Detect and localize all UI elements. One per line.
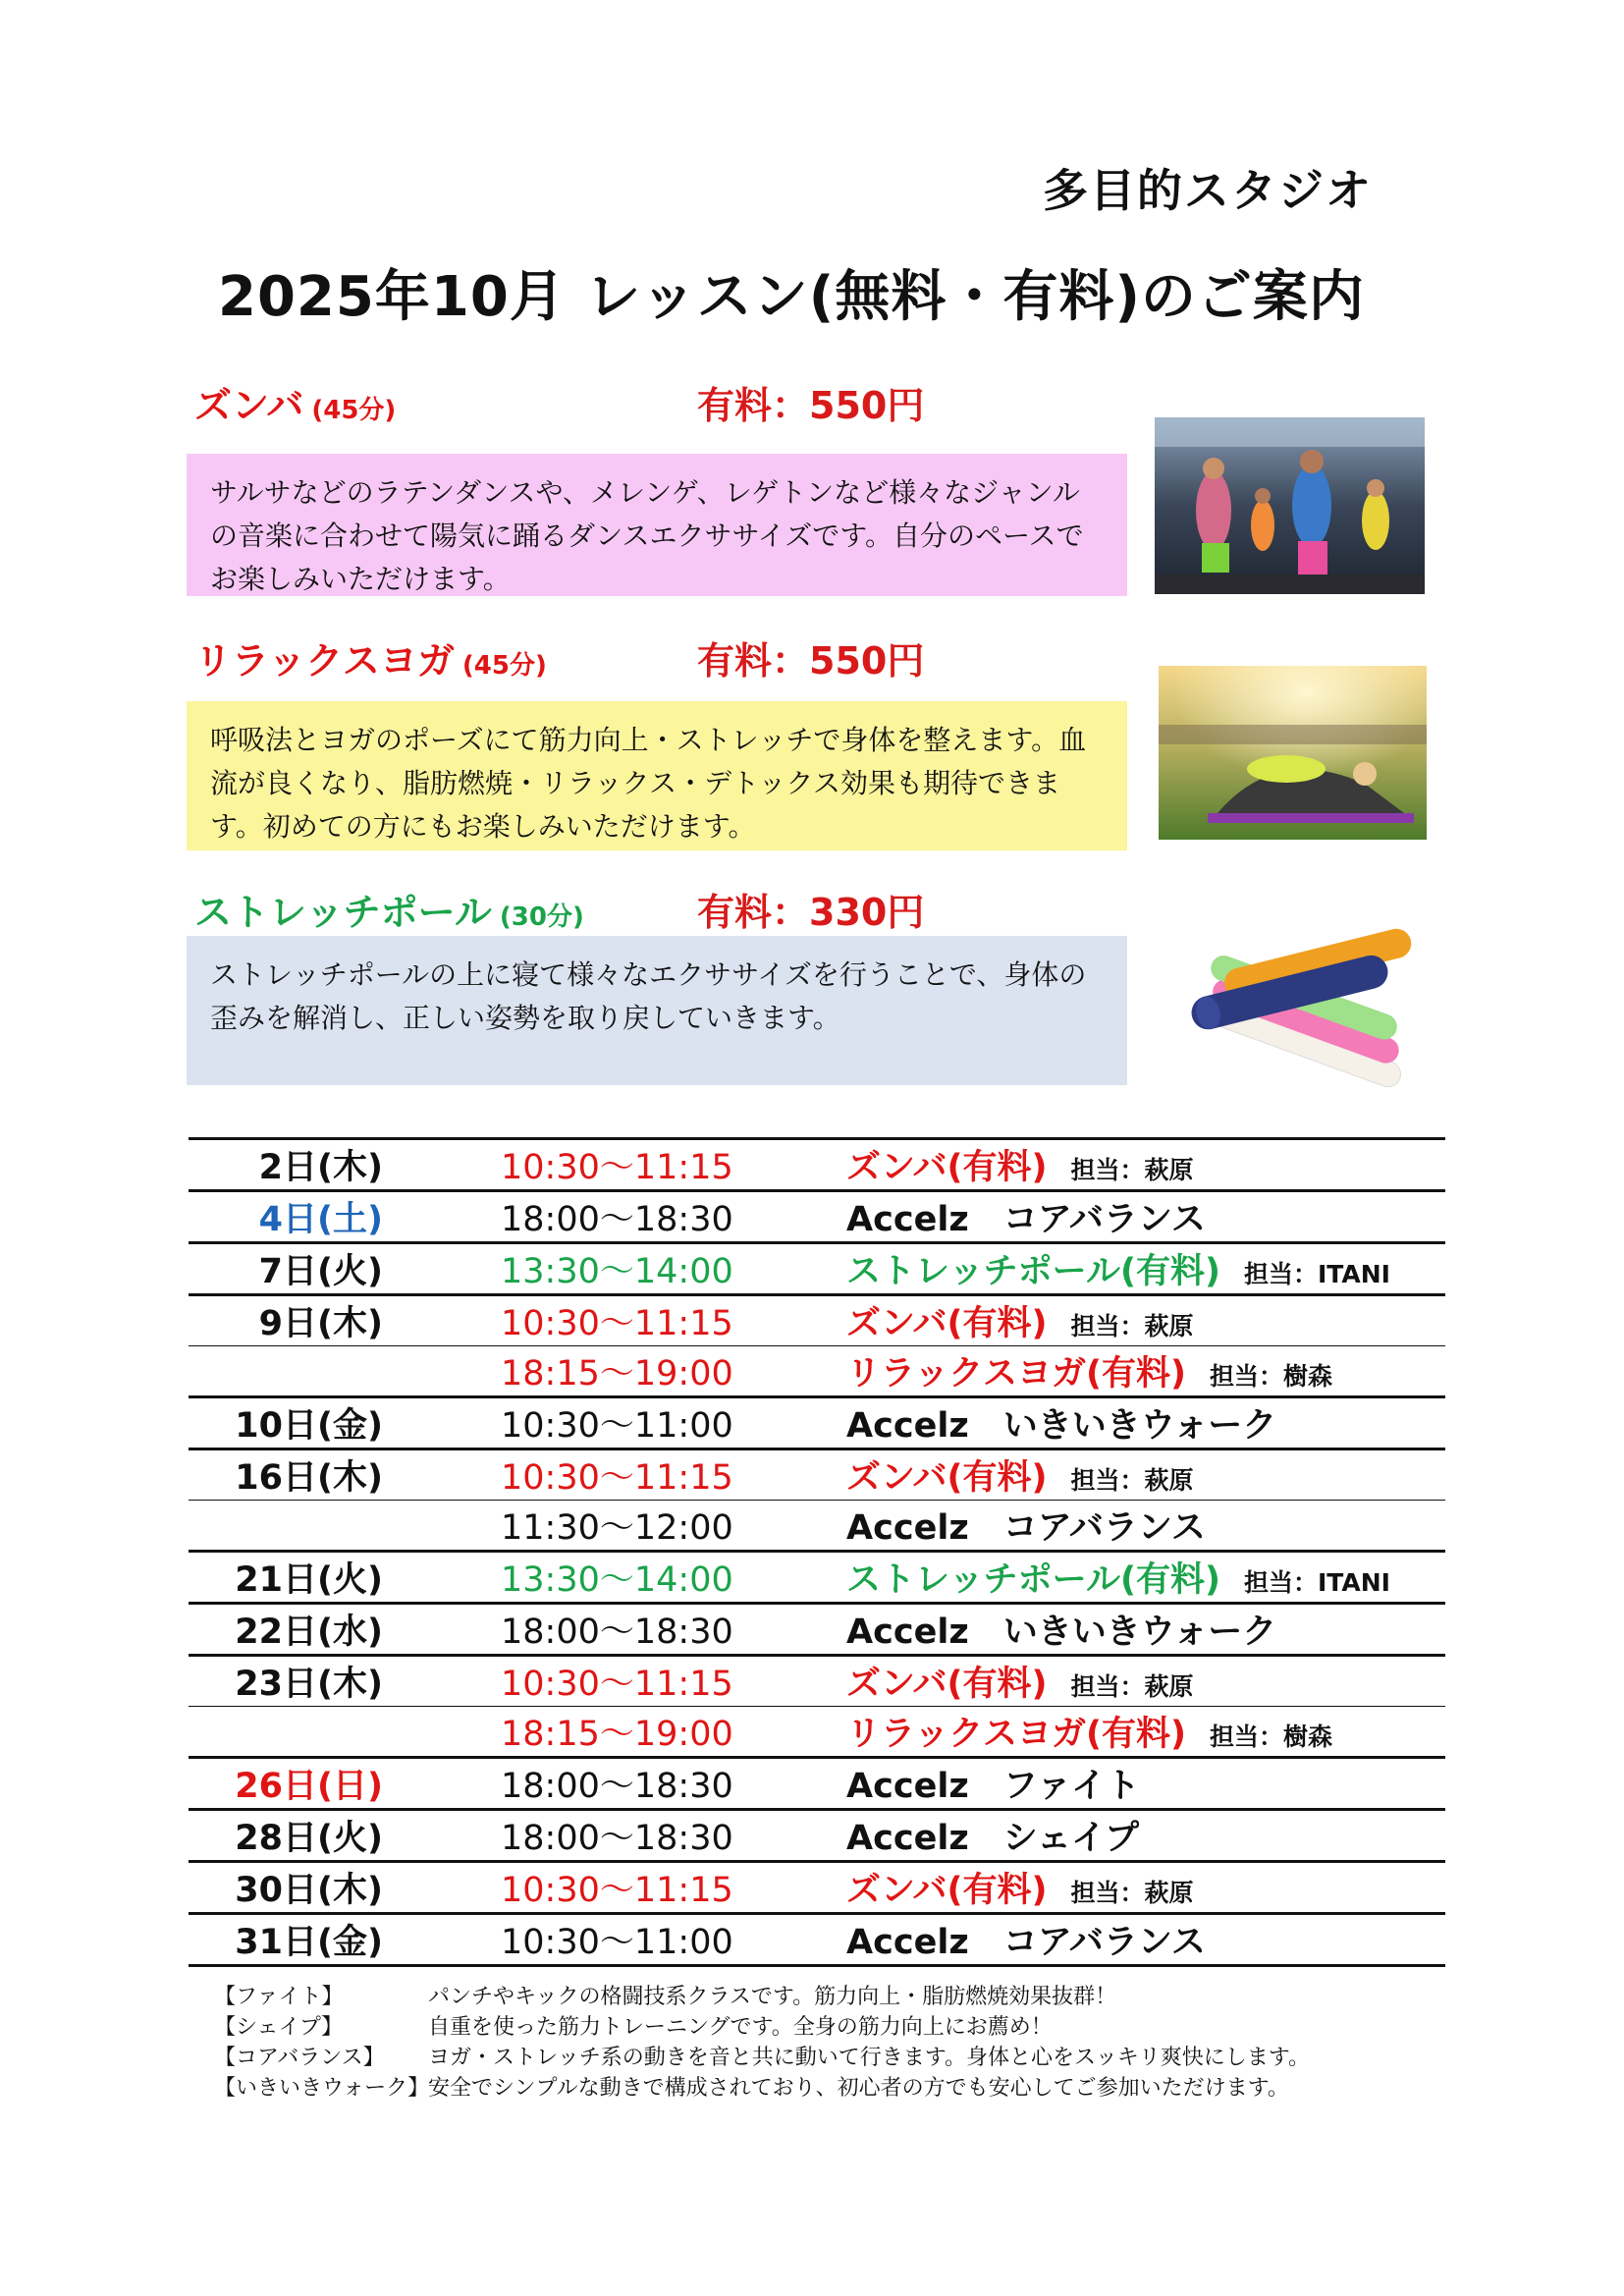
schedule-row xyxy=(189,1243,1445,1295)
schedule-lesson: ストレッチポール(有料) xyxy=(846,1252,1220,1291)
schedule-row xyxy=(189,1707,1445,1758)
lesson-duration: (30分) xyxy=(499,902,584,932)
schedule-date: 10日(金) xyxy=(235,1406,383,1446)
schedule-date: 7日(火) xyxy=(258,1252,383,1291)
schedule-time: 18:15～19:00 xyxy=(501,1715,733,1754)
schedule-lesson: リラックスヨガ(有料) xyxy=(846,1715,1186,1754)
schedule-instructor: 担当：萩原 xyxy=(1070,1466,1194,1495)
schedule-date xyxy=(189,1501,501,1552)
schedule-row xyxy=(189,1449,1445,1501)
schedule-time: 13:30～14:00 xyxy=(501,1560,733,1600)
schedule-lesson-cell xyxy=(846,1139,1445,1191)
lesson-description-yoga: 呼吸法とヨガのポーズにて筋力向上・ストレッチで身体を整えます。血流が良くなり、脂肪燃焼・リラックス・デトックス効果も期待できます。初めての方にもお楽しみいただけます。 xyxy=(187,701,1127,850)
schedule-row xyxy=(189,1501,1445,1552)
schedule-lesson-cell xyxy=(846,1707,1445,1758)
note-key: 【いきいきウォーク】 xyxy=(214,2076,430,2101)
schedule-time: 18:15～19:00 xyxy=(501,1354,733,1394)
zumba-photo xyxy=(1155,417,1425,594)
lesson-heading-zumba xyxy=(194,375,396,429)
schedule-time: 10:30～11:15 xyxy=(501,1665,733,1704)
schedule-lesson: ズンバ(有料) xyxy=(846,1665,1048,1704)
schedule-lesson: ズンバ(有料) xyxy=(846,1871,1048,1910)
schedule-row xyxy=(189,1552,1445,1604)
schedule-time: 10:30～11:00 xyxy=(501,1923,733,1962)
note-key: 【シェイプ】 xyxy=(214,2015,344,2040)
schedule-lesson-cell xyxy=(846,1758,1445,1810)
note-text: 自重を使った筋力トレーニングです。全身の筋力向上にお薦め！ xyxy=(428,2015,1053,2040)
schedule-row xyxy=(189,1758,1445,1810)
note-row xyxy=(214,2012,1310,2043)
schedule-lesson-cell xyxy=(846,1191,1445,1243)
schedule-time: 10:30～11:15 xyxy=(501,1304,733,1343)
schedule-lesson-cell xyxy=(846,1552,1445,1604)
schedule-lesson: ストレッチポール(有料) xyxy=(846,1560,1220,1600)
schedule-date: 28日(火) xyxy=(235,1819,383,1858)
studio-name: 多目的スタジオ xyxy=(1043,164,1373,217)
schedule-time: 18:00～18:30 xyxy=(501,1819,733,1858)
schedule-time: 18:00～18:30 xyxy=(501,1613,733,1652)
schedule-row xyxy=(189,1810,1445,1862)
schedule-lesson-cell xyxy=(846,1501,1445,1552)
schedule-row xyxy=(189,1656,1445,1707)
schedule-date: 26日(日) xyxy=(235,1767,383,1806)
schedule-lesson: リラックスヨガ(有料) xyxy=(846,1354,1186,1394)
schedule-lesson: ズンバ(有料) xyxy=(846,1148,1048,1187)
schedule-time: 13:30～14:00 xyxy=(501,1252,733,1291)
schedule-date: 21日(火) xyxy=(235,1560,383,1600)
schedule-time: 10:30～11:15 xyxy=(501,1871,733,1910)
schedule-row xyxy=(189,1397,1445,1449)
schedule-time: 10:30～11:15 xyxy=(501,1148,733,1187)
schedule-date: 31日(金) xyxy=(235,1923,383,1962)
note-row xyxy=(214,2073,1310,2104)
schedule-lesson-cell xyxy=(846,1862,1445,1914)
page-title: 2025年10月 レッスン(無料・有料)のご案内 xyxy=(218,265,1365,329)
schedule-date: 16日(木) xyxy=(235,1458,383,1498)
schedule-lesson-cell xyxy=(846,1243,1445,1295)
schedule-date: 4日(土) xyxy=(258,1200,383,1239)
schedule-date: 9日(木) xyxy=(258,1304,383,1343)
schedule-instructor: 担当：樹森 xyxy=(1209,1362,1332,1391)
schedule-time: 10:30～11:15 xyxy=(501,1458,733,1498)
schedule-lesson-cell xyxy=(846,1397,1445,1449)
schedule-time: 18:00～18:30 xyxy=(501,1767,733,1806)
schedule-lesson-cell xyxy=(846,1346,1445,1397)
schedule-lesson-cell xyxy=(846,1604,1445,1656)
schedule-lesson-cell xyxy=(846,1914,1445,1966)
schedule-lesson: Accelz コアバランス xyxy=(846,1200,1206,1239)
schedule-instructor: 担当：萩原 xyxy=(1070,1156,1194,1184)
schedule-time: 10:30～11:00 xyxy=(501,1406,733,1446)
lesson-heading-yoga xyxy=(194,630,547,684)
schedule-lesson: ズンバ(有料) xyxy=(846,1304,1048,1343)
note-row xyxy=(214,1982,1310,2012)
schedule-date: 30日(木) xyxy=(235,1871,383,1910)
lesson-name: ストレッチポール xyxy=(194,891,492,934)
schedule-row xyxy=(189,1862,1445,1914)
schedule-time: 11:30～12:00 xyxy=(501,1508,733,1548)
schedule-lesson: Accelz シェイプ xyxy=(846,1819,1139,1858)
note-row xyxy=(214,2043,1310,2073)
schedule-lesson-cell xyxy=(846,1810,1445,1862)
schedule-row xyxy=(189,1346,1445,1397)
schedule-date xyxy=(189,1346,501,1397)
schedule-instructor: 担当：ITANI xyxy=(1243,1260,1390,1288)
schedule-instructor: 担当：ITANI xyxy=(1243,1568,1390,1597)
lesson-price: 有料：330円 xyxy=(697,891,925,934)
schedule-instructor: 担当：樹森 xyxy=(1209,1722,1332,1751)
schedule-lesson-cell xyxy=(846,1295,1445,1346)
notes xyxy=(214,1982,1310,2104)
schedule-lesson-cell xyxy=(846,1449,1445,1501)
stretch-pole-photo xyxy=(1183,913,1429,1100)
schedule-date: 22日(水) xyxy=(235,1613,383,1652)
schedule-instructor: 担当：萩原 xyxy=(1070,1312,1194,1340)
note-key: 【コアバランス】 xyxy=(214,2046,385,2070)
lesson-heading-stretch-pole xyxy=(194,882,584,936)
schedule-lesson: Accelz いきいきウォーク xyxy=(846,1613,1277,1652)
schedule-row xyxy=(189,1191,1445,1243)
schedule-lesson: Accelz いきいきウォーク xyxy=(846,1406,1277,1446)
schedule-row xyxy=(189,1914,1445,1966)
lesson-name: ズンバ xyxy=(194,384,304,427)
schedule-table xyxy=(189,1137,1445,1967)
schedule-date: 23日(木) xyxy=(235,1665,383,1704)
note-text: ヨガ・ストレッチ系の動きを音と共に動いて行きます。身体と心をスッキリ爽快にします。 xyxy=(428,2046,1311,2070)
schedule-row xyxy=(189,1295,1445,1346)
schedule-date xyxy=(189,1707,501,1758)
lesson-description-zumba: サルサなどのラテンダンスや、メレンゲ、レゲトンなど様々なジャンルの音楽に合わせて陽気に踊るダンスエクササイズです。自分のペースでお楽しみいただけます。 xyxy=(187,454,1127,596)
lesson-description-stretch-pole: ストレッチポールの上に寝て様々なエクササイズを行うことで、身体の歪みを解消し、正しい姿勢を取り戻していきます。 xyxy=(187,936,1127,1085)
schedule-lesson: ズンバ(有料) xyxy=(846,1458,1048,1498)
schedule-date: 2日(木) xyxy=(258,1148,383,1187)
schedule-lesson: Accelz コアバランス xyxy=(846,1923,1206,1962)
schedule-lesson: Accelz ファイト xyxy=(846,1767,1140,1806)
schedule-row xyxy=(189,1604,1445,1656)
schedule-lesson: Accelz コアバランス xyxy=(846,1508,1206,1548)
schedule-instructor: 担当：萩原 xyxy=(1070,1879,1194,1907)
lesson-duration: (45分) xyxy=(461,651,547,681)
note-key: 【ファイト】 xyxy=(214,1985,344,2009)
lesson-name: リラックスヨガ xyxy=(194,639,455,683)
lesson-price: 有料：550円 xyxy=(697,639,925,683)
yoga-photo xyxy=(1159,666,1427,840)
schedule-instructor: 担当：萩原 xyxy=(1070,1672,1194,1701)
lesson-price: 有料：550円 xyxy=(697,384,925,427)
lesson-duration: (45分) xyxy=(311,396,397,425)
note-text: 安全でシンプルな動きで構成されており、初心者の方でも安心してご参加いただけます。 xyxy=(428,2076,1289,2101)
schedule-lesson-cell xyxy=(846,1656,1445,1707)
schedule-time: 18:00～18:30 xyxy=(501,1200,733,1239)
note-text: パンチやキックの格闘技系クラスです。筋力向上・脂肪燃焼効果抜群！ xyxy=(428,1985,1117,2009)
schedule-row xyxy=(189,1139,1445,1191)
